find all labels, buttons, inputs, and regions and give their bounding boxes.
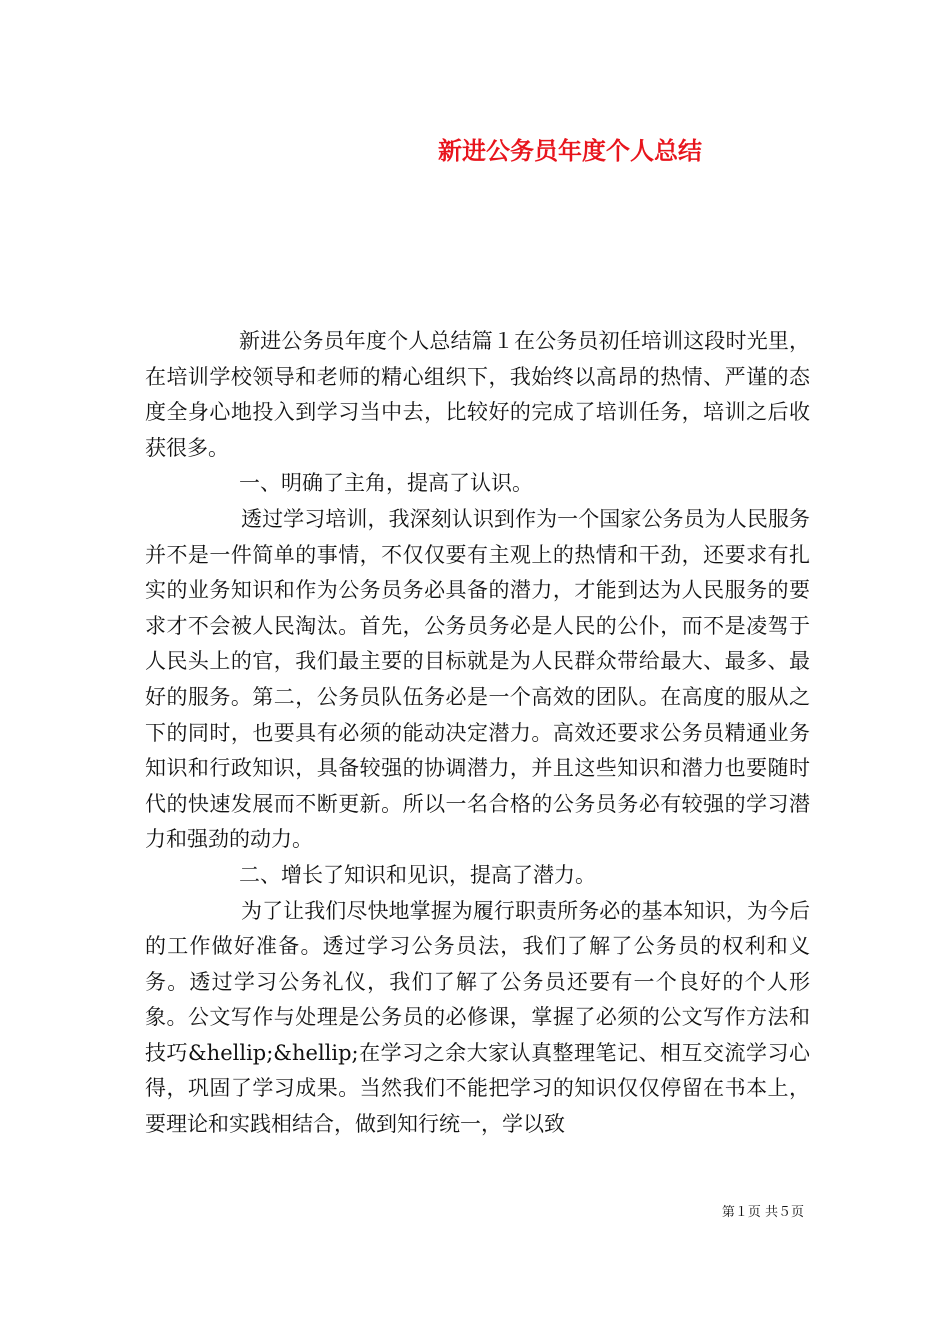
paragraph-section-1: 透过学习培训，我深刻认识到作为一个国家公务员为人民服务并不是一件简单的事情，不仅仅要有主观上的热情和干劲，还要求有扎实的业务知识和作为公务员务必具备的潜力，才能到达为人民服务的要求才不会被人民淘汰。首先，公务员务必是人民的公仆，而不是凌驾于人民头上的官，我们最主要的目标就是为人民群众带给最大、最多、最好的服务。第二，公务员队伍务必是一个高效的团队。在高度的服从之下的同时，也要具有必须的能动决定潜力。高效还要求公务员精通业务知识和行政知识，具备较强的协调潜力，并且这些知识和潜力也要随时代的快速发展而不断更新。所以一名合格的公务员务必有较强的学习潜力和强劲的动力。: [145, 506, 810, 852]
paragraph-intro: 新进公务员年度个人总结篇１在公务员初任培训这段时光里，在培训学校领导和老师的精心组织下，我始终以高昂的热情、严谨的态度全身心地投入到学习当中去，比较好的完成了培训任务，培训之后收获很多。: [145, 329, 810, 460]
section-heading-1: 一、明确了主角，提高了认识。: [239, 471, 533, 496]
section-heading-2: 二、增长了知识和见识，提高了潜力。: [239, 862, 596, 887]
document-title: 新进公务员年度个人总结: [438, 136, 702, 165]
document-body: [145, 324, 810, 1143]
paragraph-section-2: 为了让我们尽快地掌握为履行职责所务必的基本知识，为今后的工作做好准备。透过学习公务员法，我们了解了公务员的权利和义务。透过学习公务礼仪，我们了解了公务员还要有一个良好的个人形象。公文写作与处理是公务员的必修课，掌握了必须的公文写作方法和技巧&hellip;&hellip;在学习之余大家认真整理笔记、相互交流学习心得，巩固了学习成果。当然我们不能把学习的知识仅仅停留在书本上，要理论和实践相结合，做到知行统一，学以致: [145, 898, 810, 1137]
page-number: 第１页 共５页: [721, 1205, 804, 1220]
